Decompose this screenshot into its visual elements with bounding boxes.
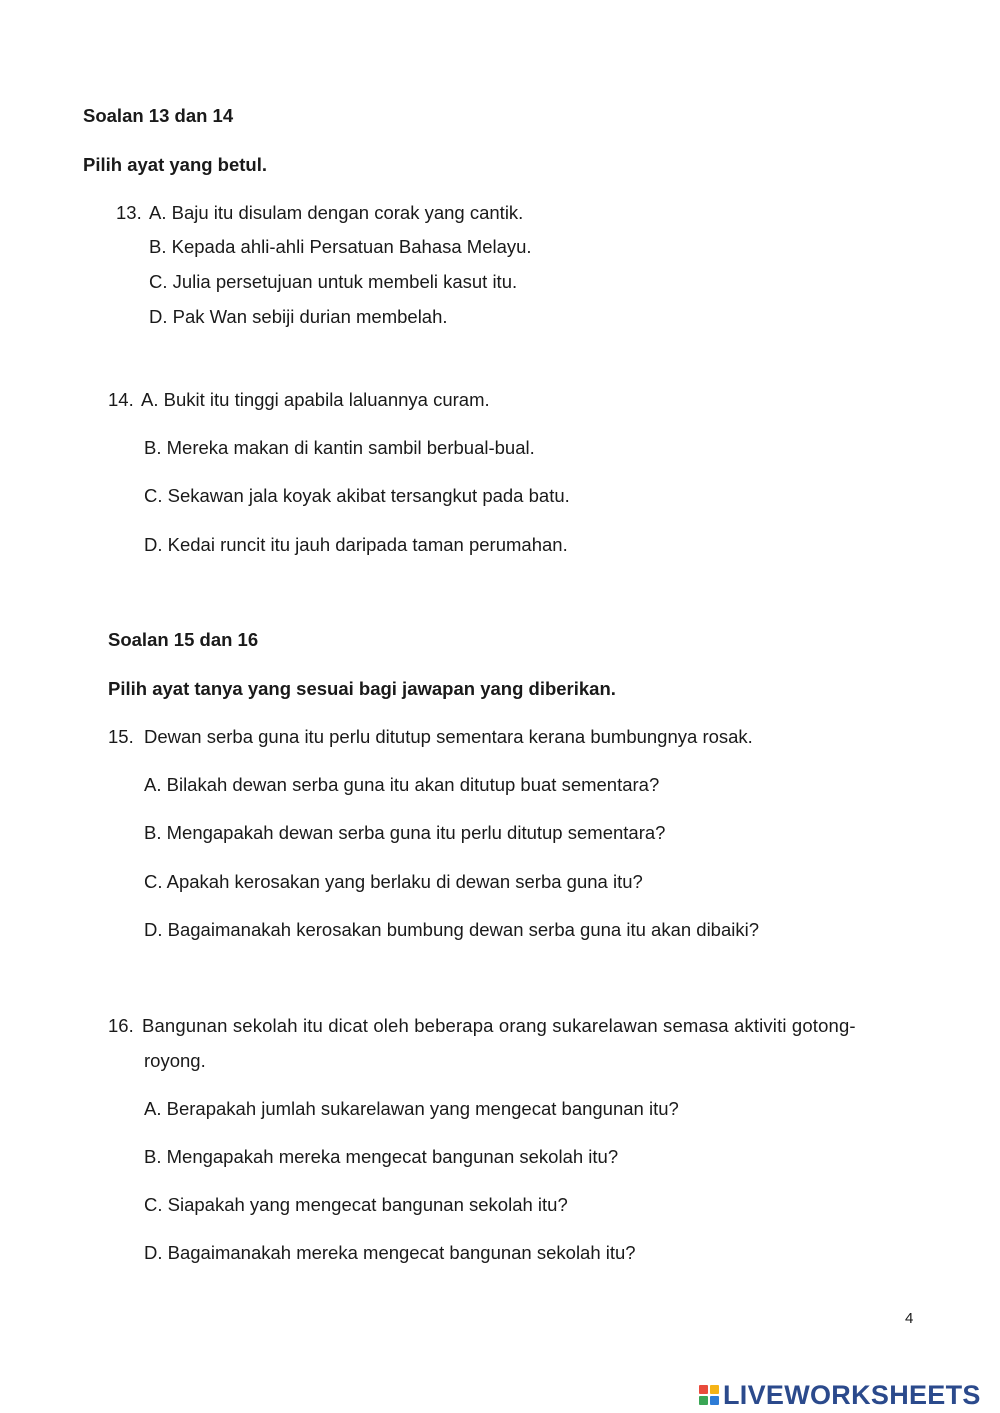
option-a: A. Bilakah dewan serba guna itu akan ditutup buat sementara? — [144, 774, 660, 795]
option-a: A. Bukit itu tinggi apabila laluannya curam. — [141, 389, 490, 410]
question-number: 15. — [108, 726, 134, 747]
liveworksheets-logo-icon — [699, 1385, 719, 1405]
option-b: B. Kepada ahli-ahli Persatuan Bahasa Melayu. — [149, 236, 532, 257]
option-b: B. Mereka makan di kantin sambil berbual-bual. — [144, 437, 535, 458]
section-heading: Soalan 13 dan 14 — [83, 105, 234, 126]
liveworksheets-logo — [699, 1379, 981, 1410]
option-c: C. Sekawan jala koyak akibat tersangkut pada batu. — [144, 485, 570, 506]
section-instruction: Pilih ayat yang betul. — [83, 154, 268, 175]
liveworksheets-logo-text: LIVEWORKSHEETS — [723, 1379, 981, 1410]
question-stem: Bangunan sekolah itu dicat oleh beberapa orang sukarelawan semasa aktiviti gotong- — [142, 1015, 856, 1036]
question-stem: Dewan serba guna itu perlu ditutup sementara kerana bumbungnya rosak. — [144, 726, 753, 747]
option-b: B. Mengapakah dewan serba guna itu perlu ditutup sementara? — [144, 822, 666, 843]
option-d: D. Pak Wan sebiji durian membelah. — [149, 306, 448, 327]
option-c: C. Apakah kerosakan yang berlaku di dewan serba guna itu? — [144, 871, 643, 892]
option-a: A. Berapakah jumlah sukarelawan yang mengecat bangunan itu? — [144, 1098, 679, 1119]
option-c: C. Siapakah yang mengecat bangunan sekolah itu? — [144, 1194, 568, 1215]
option-a: A. Baju itu disulam dengan corak yang cantik. — [149, 202, 524, 223]
option-b: B. Mengapakah mereka mengecat bangunan sekolah itu? — [144, 1146, 619, 1167]
option-d: D. Bagaimanakah mereka mengecat bangunan sekolah itu? — [144, 1242, 636, 1263]
question-number: 16. — [108, 1015, 134, 1036]
option-d: D. Kedai runcit itu jauh daripada taman perumahan. — [144, 534, 568, 555]
question-number: 13. — [116, 202, 142, 223]
option-d: D. Bagaimanakah kerosakan bumbung dewan serba guna itu akan dibaiki? — [144, 919, 760, 940]
question-number: 14. — [108, 389, 134, 410]
section-instruction: Pilih ayat tanya yang sesuai bagi jawapan yang diberikan. — [108, 678, 616, 699]
option-c: C. Julia persetujuan untuk membeli kasut itu. — [149, 271, 518, 292]
page-number: 4 — [905, 1310, 914, 1327]
section-heading: Soalan 15 dan 16 — [108, 629, 259, 650]
question-stem-continued: royong. — [144, 1050, 206, 1071]
